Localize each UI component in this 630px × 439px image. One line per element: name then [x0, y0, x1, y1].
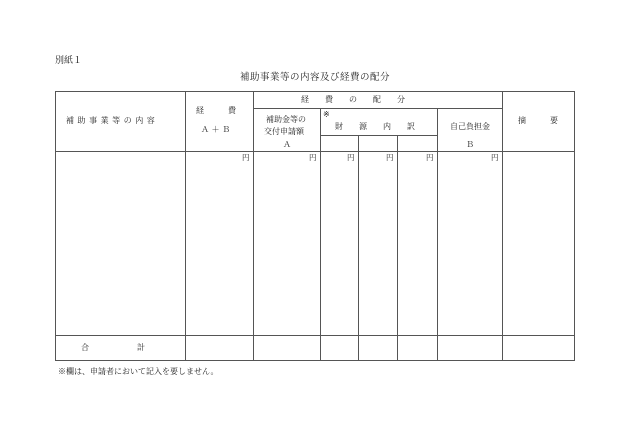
- unit-source-1: 円: [347, 153, 355, 162]
- table-border-right: [574, 91, 575, 361]
- allocation-table: [55, 91, 575, 361]
- header-subsidy-line2: 交付申請額: [264, 127, 304, 136]
- col-divider-remarks: [502, 91, 503, 361]
- header-cost-formula: Ａ ＋ Ｂ: [201, 125, 231, 134]
- source-header-divider: [320, 135, 437, 136]
- total-label: 合 計: [81, 343, 145, 352]
- header-subsidy-line1: 補助金等の: [266, 115, 306, 124]
- header-cost: 経 費: [196, 106, 236, 115]
- col-divider-source: [320, 108, 321, 361]
- unit-cost: 円: [242, 153, 250, 162]
- col-divider-cost: [185, 91, 186, 361]
- col-divider-self: [437, 108, 438, 361]
- document-title: 補助事業等の内容及び経費の配分: [239, 72, 390, 83]
- unit-subsidy: 円: [309, 153, 317, 162]
- header-self-burden: 自己負担金: [450, 122, 490, 131]
- header-content: 補 助 事 業 等 の 内 容: [66, 116, 156, 125]
- unit-self-burden: 円: [491, 153, 499, 162]
- header-body-divider: [55, 151, 575, 152]
- col-divider-subsidy: [253, 91, 254, 361]
- header-allocation: 経 費 の 配 分: [301, 95, 405, 104]
- col-divider-source-3: [397, 135, 398, 361]
- header-source-breakdown: 財 源 内 訳: [335, 122, 415, 131]
- unit-source-2: 円: [386, 153, 394, 162]
- header-mark: ※: [323, 110, 330, 119]
- unit-source-3: 円: [426, 153, 434, 162]
- header-subsidy-mark: Ａ: [283, 140, 291, 149]
- header-self-burden-mark: Ｂ: [466, 140, 474, 149]
- allocation-header-divider: [253, 108, 502, 109]
- total-row-divider: [55, 335, 575, 336]
- attachment-label: 別紙１: [55, 56, 83, 66]
- table-border-left: [55, 91, 56, 361]
- header-remarks: 摘 要: [518, 116, 558, 125]
- col-divider-source-2: [358, 135, 359, 361]
- table-border-bottom: [55, 360, 575, 361]
- table-border-top: [55, 91, 575, 92]
- footnote: ※欄は、申請者において記入を要しません。: [58, 367, 219, 376]
